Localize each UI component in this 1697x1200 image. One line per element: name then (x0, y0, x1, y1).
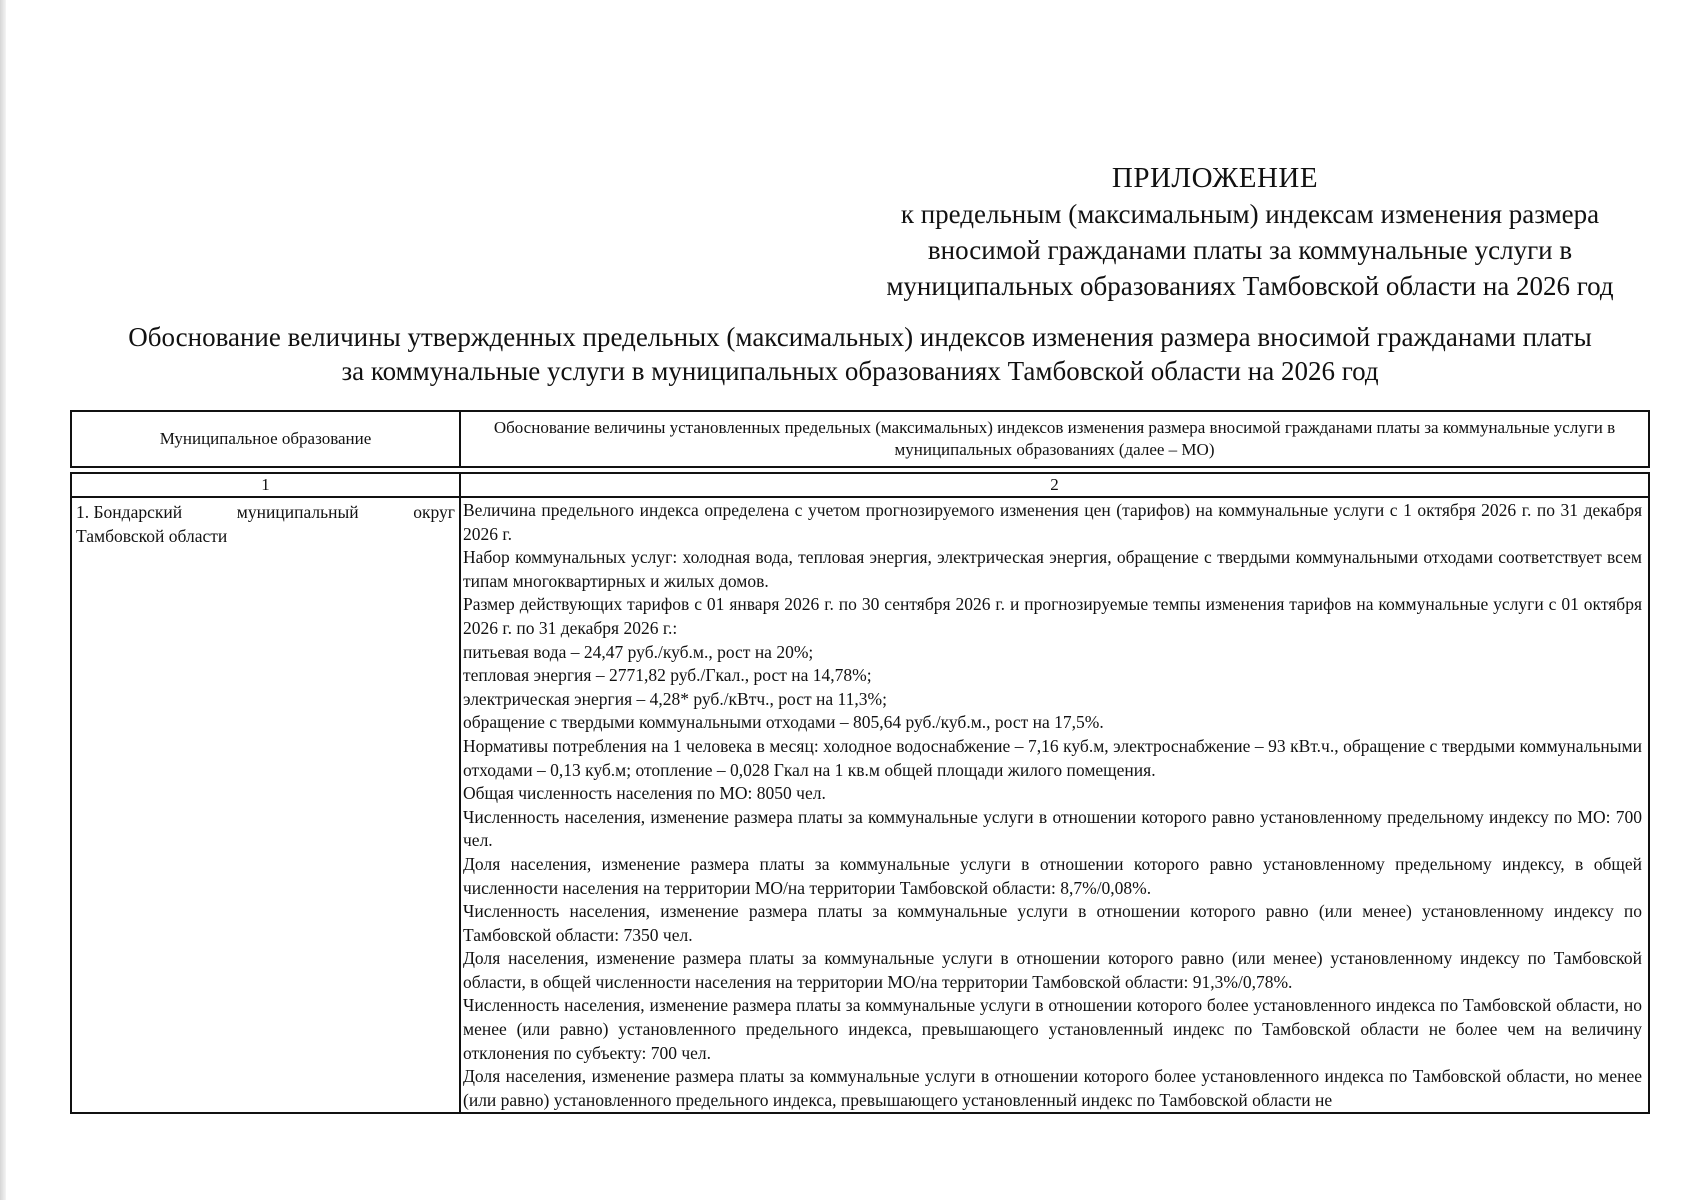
justification-table (70, 410, 1650, 1114)
table-header-row (71, 411, 1649, 467)
appendix-line: вносимой гражданами платы за коммунальные услуги в (927, 235, 1573, 265)
justification-paragraph: обращение с твердыми коммунальными отходами – 805,64 руб./куб.м., рост на 17,5%. (463, 712, 1104, 733)
justification-paragraph: Общая численность населения по МО: 8050 чел. (463, 783, 826, 804)
municipality-name-part: 1. Бондарский (76, 502, 183, 522)
justification-paragraph: Доля населения, изменение размера платы за коммунальные услуги в отношении которого равно (или менее) установленному индексу по Тамбовской области, в общей численности населения на территории МО/на территории Тамбовской области: 91,3%/0,78%. (463, 948, 1642, 992)
justification-paragraph: Набор коммунальных услуг: холодная вода, тепловая энергия, электрическая энергия, обращение с твердыми коммунальными отходами соответствует всем типам многоквартирных и жилых домов. (463, 547, 1642, 591)
document-title (70, 320, 1650, 388)
appendix-line: к предельным (максимальным) индексам изменения размера (900, 199, 1600, 229)
title-line: Обоснование величины утвержденных предельных (максимальных) индексов изменения размера вносимой гражданами платы (128, 322, 1592, 352)
header-justification: Обоснование величины установленных предельных (максимальных) индексов изменения размера вносимой гражданами платы за коммунальные услуги в муниципальных образованиях (далее – МО) (460, 411, 1649, 467)
appendix-line: муниципальных образованиях Тамбовской области на 2026 год (886, 271, 1614, 301)
justification-paragraph: Численность населения, изменение размера платы за коммунальные услуги в отношении которого равно установленному предельному индексу по МО: 700 чел. (463, 806, 1642, 851)
municipality-name-part: Тамбовской области (76, 526, 228, 546)
scan-edge (0, 0, 6, 1200)
justification-paragraph: Нормативы потребления на 1 человека в месяц: холодное водоснабжение – 7,16 куб.м, электроснабжение – 93 кВт.ч., обращение с твердыми коммунальными отходами – 0,13 куб.м; отопление – 0,028 Гкал на 1 кв.м общей площади жилого помещения. (463, 735, 1642, 780)
title-line: за коммунальные услуги в муниципальных образованиях Тамбовской области на 2026 год (341, 356, 1379, 386)
column-number: 2 (460, 473, 1649, 497)
header-municipality: Муниципальное образование (71, 411, 460, 467)
justification-paragraph: питьевая вода – 24,47 руб./куб.м., рост на 20%; (463, 641, 814, 662)
justification-paragraph: Доля населения, изменение размера платы за коммунальные услуги в отношении которого более установленного индекса по Тамбовской области, но менее (или равно) установленного предельного индекса, превышающего установленный индекс по Тамбовской области не (463, 1066, 1642, 1110)
table-row (71, 497, 1649, 1113)
column-number-row (71, 473, 1649, 497)
justification-paragraph: Величина предельного индекса определена с учетом прогнозируемого изменения цен (тарифов) на коммунальные услуги с 1 октября 2026 г. по 31 декабря 2026 г. (463, 500, 1642, 544)
justification-cell (460, 497, 1649, 1113)
justification-paragraph: тепловая энергия – 2771,82 руб./Гкал., рост на 14,78%; (463, 665, 872, 686)
appendix-heading: ПРИЛОЖЕНИЕ (1111, 162, 1319, 194)
justification-paragraph: Численность населения, изменение размера платы за коммунальные услуги в отношении которого более установленного индекса по Тамбовской области, но менее (или равно) установленного предельного индекса, превышающего установленный индекс по Тамбовской области не более чем на величину отклонения по субъекту: 700 чел. (463, 995, 1642, 1063)
municipality-name-part: муниципальный (236, 502, 359, 522)
justification-paragraph: электрическая энергия – 4,28* руб./кВтч., рост на 11,3%; (463, 688, 887, 709)
justification-paragraph: Численность населения, изменение размера платы за коммунальные услуги в отношении которого равно (или менее) установленному индексу по Тамбовской области: 7350 чел. (463, 901, 1642, 945)
municipality-name-part: округ (413, 502, 455, 522)
municipality-cell (71, 497, 460, 1113)
appendix-block (800, 160, 1697, 304)
column-number: 1 (71, 473, 460, 497)
justification-paragraph: Размер действующих тарифов с 01 января 2026 г. по 30 сентября 2026 г. и прогнозируемые темпы изменения тарифов на коммунальные услуги с 01 октября 2026 г. по 31 декабря 2026 г.: (463, 594, 1642, 638)
justification-paragraph: Доля населения, изменение размера платы за коммунальные услуги в отношении которого равно установленному предельному индексу, в общей численности населения на территории МО/на территории Тамбовской области: 8,7%/0,08%. (463, 853, 1642, 898)
